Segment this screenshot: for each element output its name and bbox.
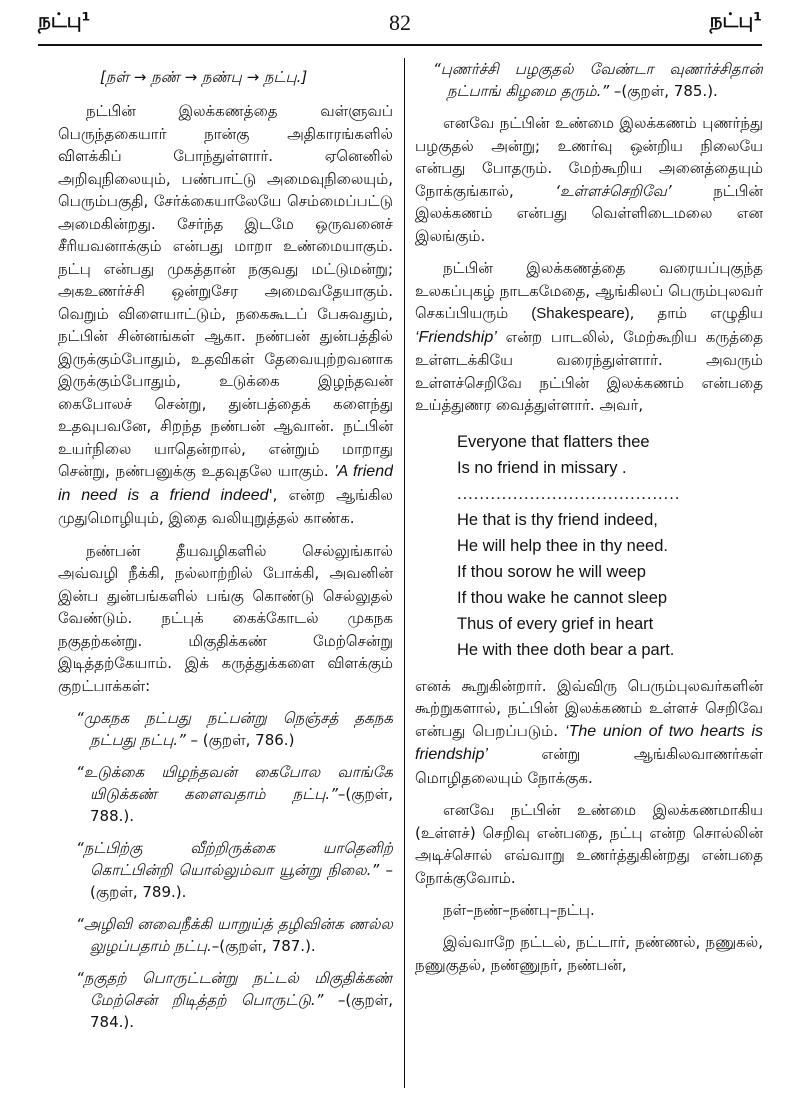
column-divider (404, 58, 405, 1088)
kural-reference: – (குறள், 786.) (185, 731, 295, 749)
emphasis-term: ‘உள்ளச்செறிவே’ (555, 181, 672, 200)
kural-reference: –(குறள், 784.). (90, 991, 393, 1031)
kural-text: “அழிவி னவைநீக்கி யாறுய்த் தழிவின்க ணல்ல லுழப்பதாம் நட்பு. (76, 915, 393, 955)
english-saying: ‘The union of two hearts is friendship’ (415, 722, 763, 763)
kural-quote-787 (76, 913, 393, 957)
page-number: 82 (389, 10, 411, 35)
paragraph-3-text: எனவே நட்பின் உண்மை இலக்கணம் புணர்ந்து பழகுதல் அன்று; உணர்வு ஒன்றிய நிலையே என்பது போதரும். மேற்கூறிய அனைத்தையும் நோக்குங்கால், (415, 114, 763, 200)
kural-quote-789 (76, 837, 393, 903)
etymology-line: [நள் → நண் → நண்பு → நட்பு.] (100, 68, 308, 86)
poem-line: If thou sorow he will weep (457, 562, 646, 581)
paragraph-4-text: நட்பின் இலக்கணத்தை வரையப்புகுந்த உலகப்புகழ் நாடகமேதை, ஆங்கிலப் பெரும்புலவர் செகப்பியரும் (415, 259, 763, 322)
paragraph-1 (58, 100, 393, 530)
shakespeare-name: (Shakespeare) (531, 305, 630, 322)
paragraph-5 (415, 675, 763, 790)
kural-reference: –(குறள், 789.). (90, 861, 393, 901)
running-head-left: நட்பு¹ (38, 8, 91, 32)
kural-text: “நகுதற் பொருட்டன்று நட்டல் மிகுதிக்கண் மேற்சென் றிடித்தற் பொருட்டு.” (76, 969, 393, 1009)
paragraph-3-end: நட்பின் இலக்கணம் என்பது வெள்ளிடைமலை என இலங்கும். (415, 181, 763, 245)
right-column (415, 58, 763, 1088)
kural-reference: –(குறள், 788.). (90, 785, 393, 825)
kural-reference: –(குறள், 787.). (211, 937, 316, 955)
etymology-line-2: நள்–நண்–நண்பு–நட்பு. (443, 901, 595, 919)
left-column (58, 58, 393, 1088)
paragraph-4 (415, 257, 763, 417)
kural-reference: –(குறள், 785.). (609, 82, 718, 100)
poem-line: He with thee doth bear a part. (457, 640, 675, 659)
kural-text: “புணர்ச்சி பழகுதல் வேண்டா வுணர்ச்சிதான் நட்பாங் கிழமை தரும்.” (433, 60, 763, 100)
poem-line: He that is thy friend indeed, (457, 510, 658, 529)
paragraph-4-end: என்ற பாடலில், மேற்கூறிய கருத்தை உள்ளடக்கியே வரைந்துள்ளார். அவரும் உள்ளச்செறிவே நட்பின் இலக்கணம் என்பதை உய்த்துணர வைத்துள்ளார். அவர், (415, 327, 763, 414)
paragraph-6: எனவே நட்பின் உண்மை இலக்கணமாகிய (உள்ளச்) செறிவு என்பதை, நட்பு என்ற சொல்லின் அடிச்சொல் எவ்வாறு உணர்த்துகின்றது என்பதை நோக்குவோம். (415, 801, 763, 887)
poem-line: Everyone that flatters thee (457, 432, 650, 451)
paragraph-5-text: எனக் கூறுகின்றார். இவ்விரு பெரும்புலவர்களின் கூற்றுகளால், நட்பின் இலக்கணம் உள்ளச் செறிவே என்பது பெறப்படும். (415, 676, 763, 740)
paragraph-4-mid: , தாம் எழுதிய (629, 304, 763, 322)
paragraph-1-end: ', என்ற ஆங்கில முதுமொழியும், இதை வலியுறுத்தல் காண்க. (58, 485, 393, 527)
paragraph-3 (415, 112, 763, 247)
kural-text: “உடுக்கை யிழந்தவன் கைபோல வாங்கே யிடுக்கண் களைவதாம் நட்பு.” (76, 763, 393, 803)
poem-line: Thus of every grief in heart (457, 614, 654, 633)
kural-quote-784 (76, 967, 393, 1033)
kural-quote-788 (76, 761, 393, 827)
paragraph-2: நண்பன் தீயவழிகளில் செல்லுங்கால் அவ்வழி நீக்கி, நல்லாற்றில் போக்கி, அவனின் இன்ப துன்பங்களில் பங்கு கொண்டு செல்லுதல் வேண்டும். நட்புக் கைக்கோடல் முகநக நகுதற்கன்று. மிகுதிக்கண் மேற்சென்று இடித்தற்கேயாம். இக் கருத்துக்களை விளக்கும் குறட்பாக்கள்: (58, 541, 393, 695)
paragraph-5-end: என்று ஆங்கிலவாணர்கள் மொழிதலையும் நோக்குக. (415, 745, 763, 787)
poem-line: Is no friend in missary . (457, 458, 627, 477)
poem-line: He will help thee in thy need. (457, 536, 668, 555)
paragraph-7: இவ்வாறே நட்டல், நட்டார், நண்ணல், நணுகல், நணுகுதல், நண்ணுநர், நண்பன், (415, 933, 763, 974)
kural-text: “நட்பிற்கு வீற்றிருக்கை யாதெனிற் கொட்பின்றி யொல்லும்வா யூன்று நிலை.” (76, 839, 393, 879)
page-header (38, 6, 762, 46)
poem-ellipsis: ........................................ (457, 484, 681, 503)
kural-quote-786 (76, 707, 393, 751)
poem-title: ‘Friendship’ (415, 328, 497, 346)
kural-quote-785 (433, 58, 763, 102)
poem-line: If thou wake he cannot sleep (457, 588, 668, 607)
english-poem (457, 429, 763, 663)
running-head-right: நட்பு¹ (709, 8, 762, 32)
paragraph-1-text: நட்பின் இலக்கணத்தை வள்ளுவப் பெருந்தகையார் நான்கு அதிகாரங்களில் விளக்கிப் போந்துள்ளார். ஏனெனில் அறிவுநிலையும், பண்பாட்டு அமைவுநிலையும், பெரும்பகுதி, சேர்க்கையாலேயே செம்மைப்பட்டு அமைகின்றது. சேர்ந்த இடமே ஒருவனைச் சீரியவனாக்கும் என்பது மாறா உண்மையாகும். நட்பு என்பது முகத்தான் நகுவது மட்டுமன்று; அகஉணர்ச்சி ஒன்றுசேர அமைவதேயாகும். வெறும் விளையாட்டும், நகைகூடப் பேசுவதும், நட்பின் சின்னங்கள் ஆகா. நண்பன் துன்பத்தில் இருக்கும்போதும், உதவிகள் தேவையுற்றவனாக இருக்கும்போதும், உடுக்கை இழந்தவன் கைபோலச் சென்று, துன்பத்தைக் களைந்து உதவுபவனே, சிறந்த நண்பன் ஆவான். நட்பின் உயர்நிலை யாதென்றால், என்றும் மாறாது சென்று, நண்பனுக்கு உதவுதலே யாகும். (58, 102, 393, 480)
kural-text: “முகநக நட்பது நட்பன்று நெஞ்சத் தகநக நட்பது நட்பு.” (76, 709, 393, 749)
english-proverb: 'A friend in need is a friend indeed (58, 463, 393, 504)
header-rule (38, 44, 762, 46)
